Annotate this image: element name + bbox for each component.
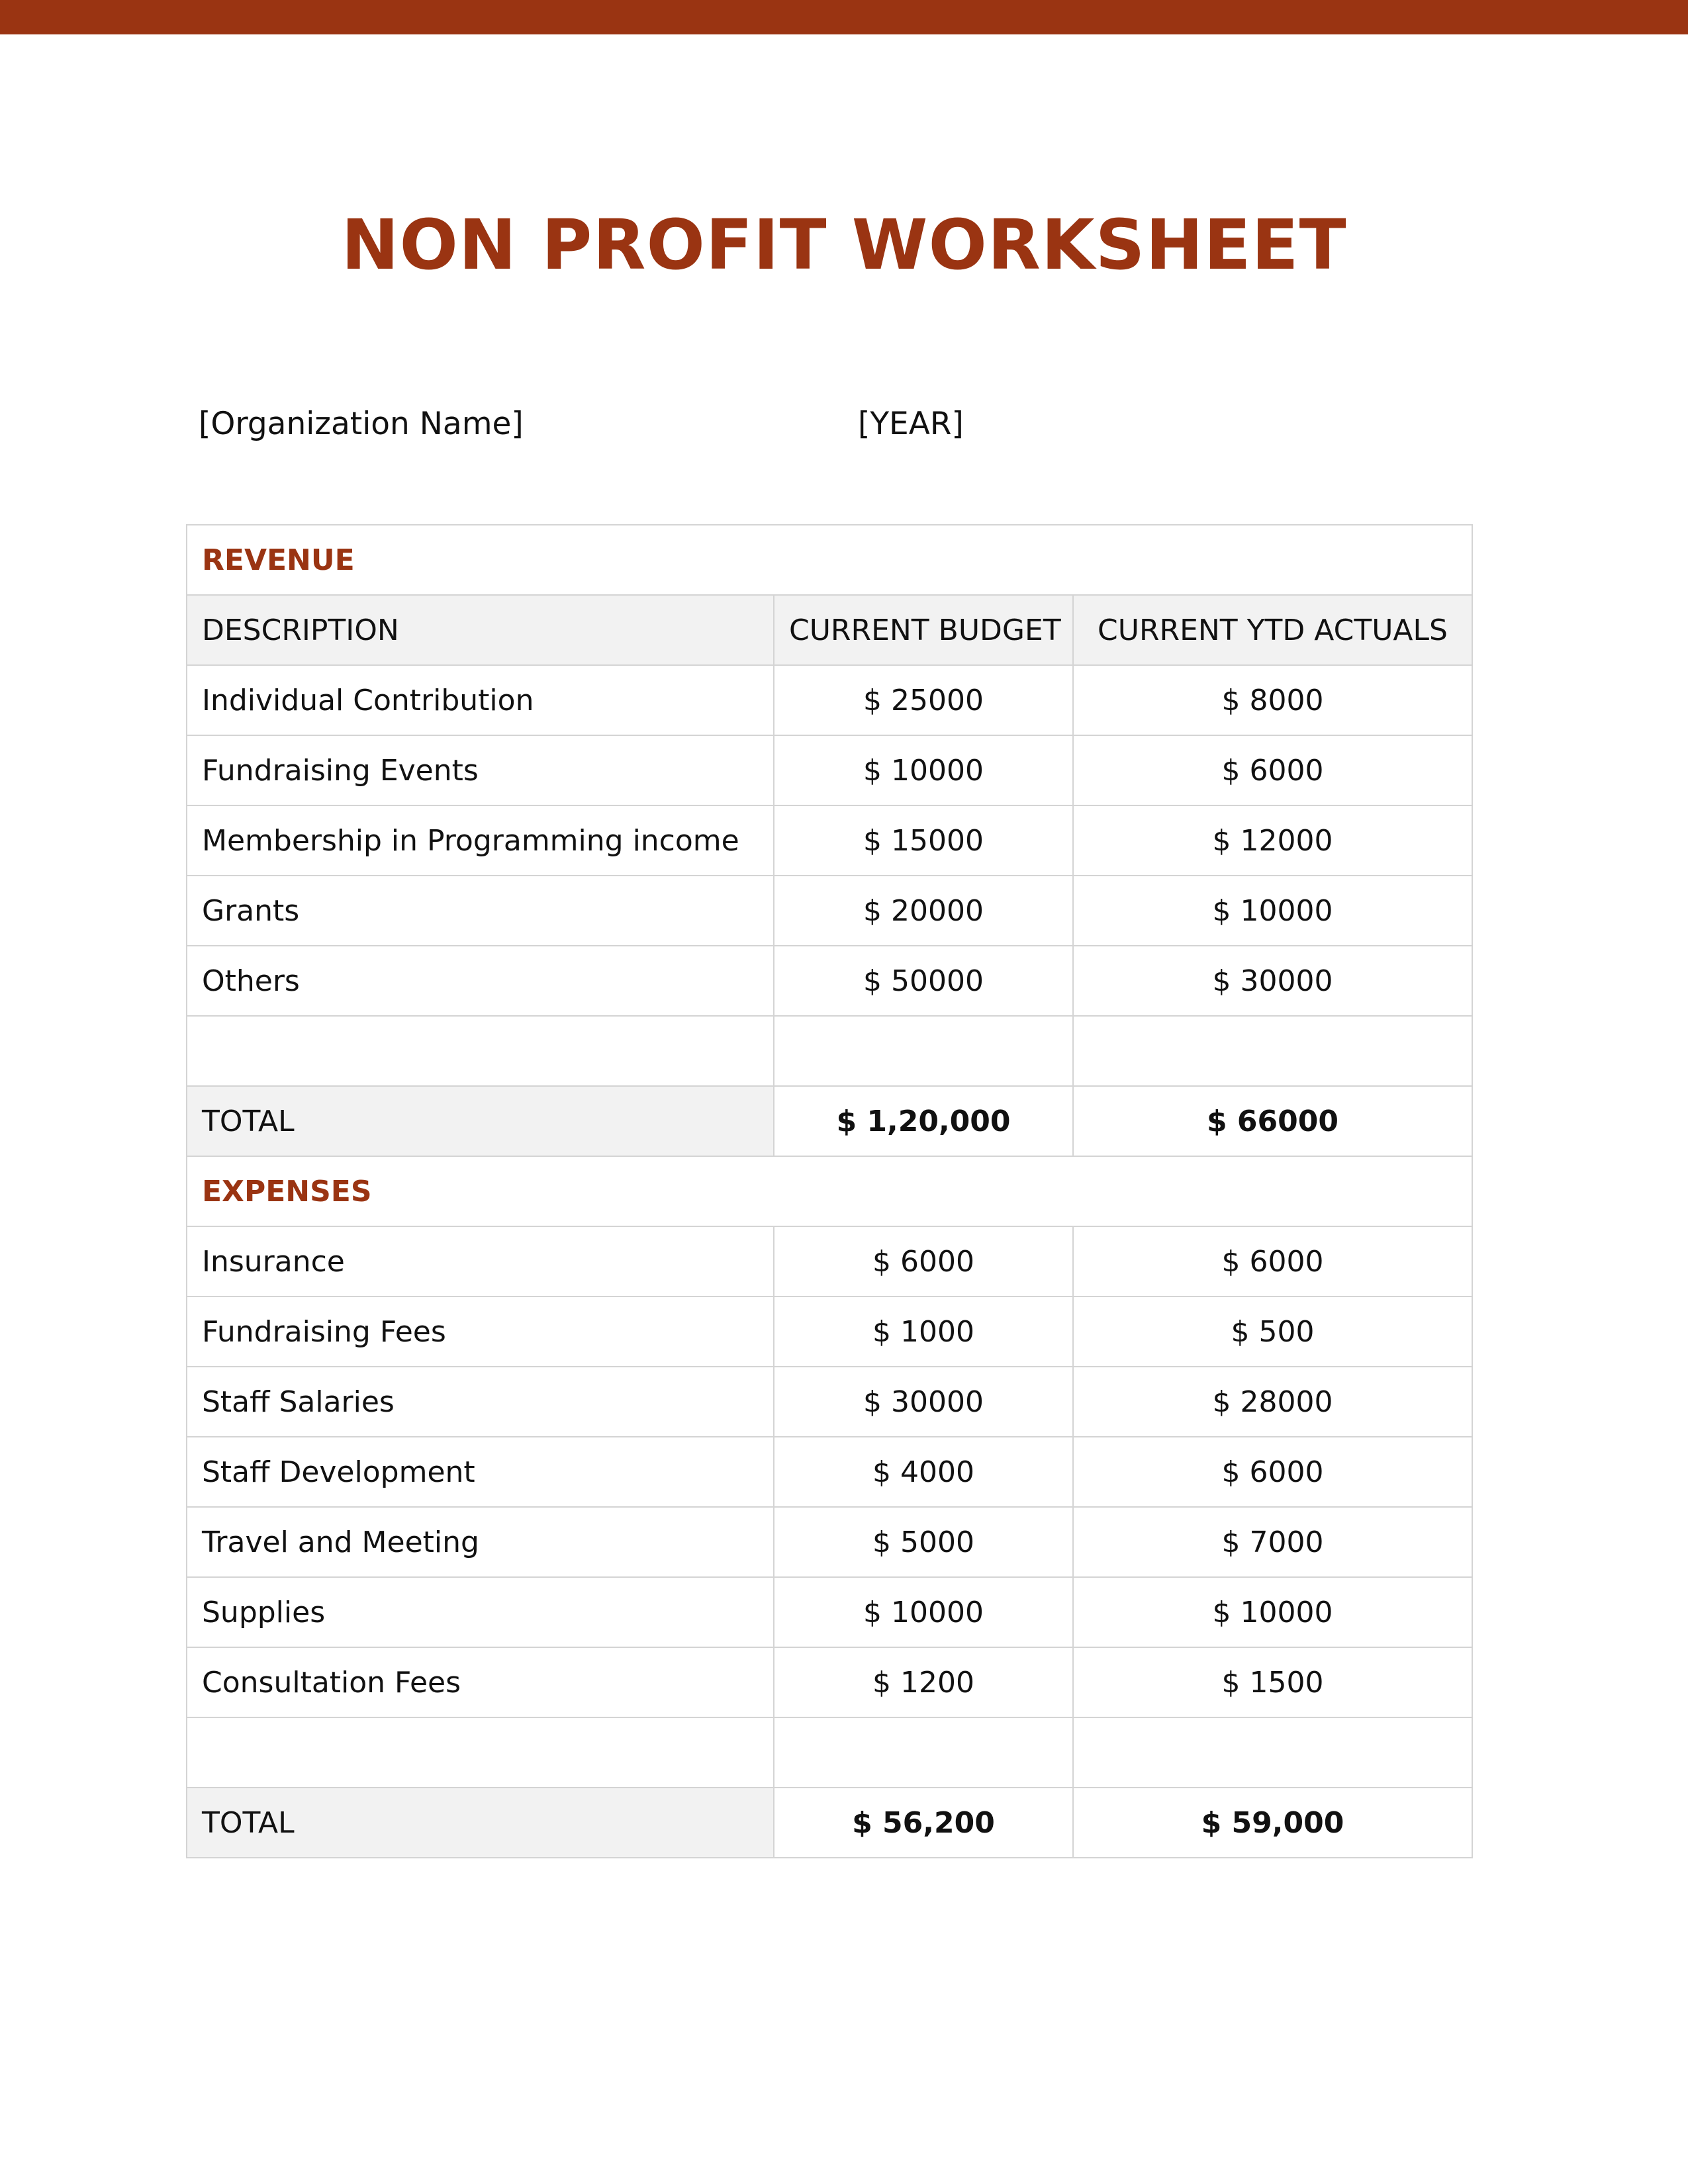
page-title: NON PROFIT WORKSHEET <box>341 205 1347 285</box>
expense-budget-cell: $ 4000 <box>774 1437 1073 1507</box>
revenue-total-budget: $ 1,20,000 <box>774 1086 1073 1156</box>
expense-description-cell: Supplies <box>187 1577 774 1647</box>
revenue-budget-cell: $ 25000 <box>774 665 1073 735</box>
revenue-ytd-cell: $ 10000 <box>1073 876 1472 946</box>
expense-description-cell: Staff Salaries <box>187 1367 774 1437</box>
empty-row <box>187 1016 1472 1086</box>
expense-description-cell: Consultation Fees <box>187 1647 774 1717</box>
table-row <box>187 1507 1472 1577</box>
expense-budget-cell: $ 1000 <box>774 1297 1073 1367</box>
expenses-total-ytd: $ 59,000 <box>1073 1788 1472 1858</box>
worksheet-table <box>186 524 1473 1858</box>
expenses-section-row <box>187 1156 1472 1226</box>
organization-name: [Organization Name] <box>199 406 524 442</box>
empty-cell <box>1073 1717 1472 1788</box>
expenses-section-title: EXPENSES <box>187 1156 1472 1226</box>
table-row <box>187 735 1472 805</box>
top-accent-bar <box>0 0 1688 34</box>
column-header-current-ytd-actuals: CURRENT YTD ACTUALS <box>1073 595 1472 665</box>
year-label: [YEAR] <box>858 406 964 442</box>
empty-cell <box>774 1717 1073 1788</box>
empty-cell <box>187 1717 774 1788</box>
revenue-budget-cell: $ 10000 <box>774 735 1073 805</box>
expense-budget-cell: $ 1200 <box>774 1647 1073 1717</box>
revenue-budget-cell: $ 50000 <box>774 946 1073 1016</box>
expense-description-cell: Insurance <box>187 1226 774 1297</box>
table-row <box>187 1577 1472 1647</box>
expense-ytd-cell: $ 6000 <box>1073 1437 1472 1507</box>
table-row <box>187 1437 1472 1507</box>
revenue-description-cell: Grants <box>187 876 774 946</box>
expense-ytd-cell: $ 6000 <box>1073 1226 1472 1297</box>
revenue-description-cell: Fundraising Events <box>187 735 774 805</box>
revenue-section-title: REVENUE <box>187 525 1472 595</box>
expenses-total-label: TOTAL <box>187 1788 774 1858</box>
revenue-ytd-cell: $ 30000 <box>1073 946 1472 1016</box>
expense-description-cell: Fundraising Fees <box>187 1297 774 1367</box>
expense-budget-cell: $ 5000 <box>774 1507 1073 1577</box>
expenses-total-row <box>187 1788 1472 1858</box>
revenue-description-cell: Individual Contribution <box>187 665 774 735</box>
expense-ytd-cell: $ 7000 <box>1073 1507 1472 1577</box>
revenue-total-label: TOTAL <box>187 1086 774 1156</box>
revenue-budget-cell: $ 20000 <box>774 876 1073 946</box>
expense-budget-cell: $ 30000 <box>774 1367 1073 1437</box>
empty-cell <box>1073 1016 1472 1086</box>
expense-description-cell: Travel and Meeting <box>187 1507 774 1577</box>
table-row <box>187 946 1472 1016</box>
table-row <box>187 805 1472 876</box>
expense-budget-cell: $ 6000 <box>774 1226 1073 1297</box>
revenue-budget-cell: $ 15000 <box>774 805 1073 876</box>
revenue-ytd-cell: $ 6000 <box>1073 735 1472 805</box>
revenue-section-row <box>187 525 1472 595</box>
expense-ytd-cell: $ 10000 <box>1073 1577 1472 1647</box>
revenue-description-cell: Membership in Programming income <box>187 805 774 876</box>
table-row <box>187 1226 1472 1297</box>
revenue-total-ytd: $ 66000 <box>1073 1086 1472 1156</box>
expense-budget-cell: $ 10000 <box>774 1577 1073 1647</box>
empty-row <box>187 1717 1472 1788</box>
table-row <box>187 1297 1472 1367</box>
revenue-total-row <box>187 1086 1472 1156</box>
table-row <box>187 876 1472 946</box>
column-header-row <box>187 595 1472 665</box>
column-header-description: DESCRIPTION <box>187 595 774 665</box>
revenue-ytd-cell: $ 8000 <box>1073 665 1472 735</box>
expense-ytd-cell: $ 500 <box>1073 1297 1472 1367</box>
empty-cell <box>187 1016 774 1086</box>
column-header-current-budget: CURRENT BUDGET <box>774 595 1073 665</box>
table-row <box>187 1367 1472 1437</box>
expense-description-cell: Staff Development <box>187 1437 774 1507</box>
revenue-description-cell: Others <box>187 946 774 1016</box>
revenue-ytd-cell: $ 12000 <box>1073 805 1472 876</box>
table-row <box>187 665 1472 735</box>
expense-ytd-cell: $ 28000 <box>1073 1367 1472 1437</box>
table-row <box>187 1647 1472 1717</box>
expenses-total-budget: $ 56,200 <box>774 1788 1073 1858</box>
expense-ytd-cell: $ 1500 <box>1073 1647 1472 1717</box>
empty-cell <box>774 1016 1073 1086</box>
